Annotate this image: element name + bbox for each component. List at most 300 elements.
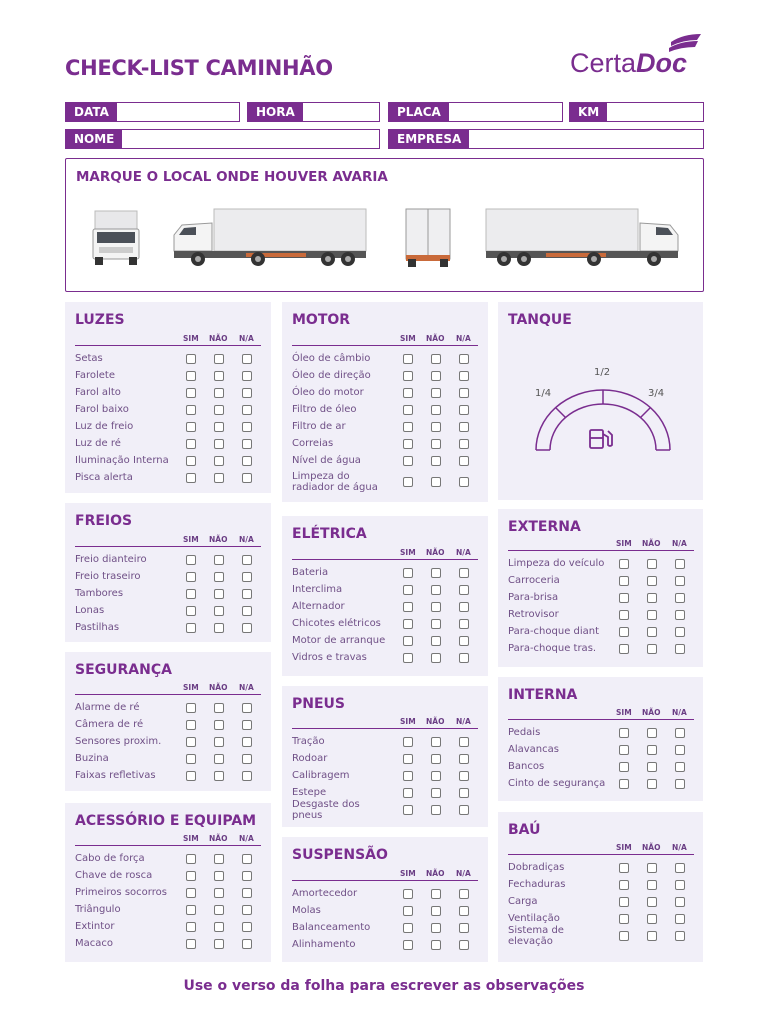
- hora-label: HORA: [248, 103, 303, 121]
- column-header-nao: NÃO: [426, 869, 445, 878]
- checklist-item-label: Estepe: [292, 787, 327, 798]
- checkbox-na[interactable]: [242, 871, 252, 881]
- checkbox-nao[interactable]: [214, 388, 224, 398]
- checkbox-nao[interactable]: [214, 473, 224, 483]
- checkbox-nao[interactable]: [647, 762, 657, 772]
- section-title: SEGURANÇA: [75, 662, 172, 678]
- checkbox-nao[interactable]: [647, 863, 657, 873]
- checkbox-na[interactable]: [459, 585, 469, 595]
- section-title: ACESSÓRIO E EQUIPAM: [75, 813, 257, 829]
- checkbox-sim[interactable]: [403, 439, 413, 449]
- checkbox-nao[interactable]: [214, 371, 224, 381]
- checkbox-nao[interactable]: [214, 405, 224, 415]
- checkbox-nao[interactable]: [431, 889, 441, 899]
- column-header-sim: SIM: [400, 334, 416, 343]
- column-header-na: N/A: [456, 334, 471, 343]
- column-header-nao: NÃO: [209, 683, 228, 692]
- checkbox-sim[interactable]: [619, 914, 629, 924]
- checklist-row: [75, 733, 175, 750]
- checklist-item-label: Freio dianteiro: [75, 554, 147, 565]
- checklist-row: [292, 564, 392, 581]
- checklist-item-label: Triângulo: [75, 904, 121, 915]
- checkbox-nao[interactable]: [431, 439, 441, 449]
- checkbox-na[interactable]: [459, 940, 469, 950]
- checkbox-na[interactable]: [459, 354, 469, 364]
- checkbox-sim[interactable]: [619, 863, 629, 873]
- checkbox-nao[interactable]: [214, 422, 224, 432]
- checkbox-sim[interactable]: [186, 939, 196, 949]
- checklist-row: [508, 724, 608, 741]
- checklist-item-label: Correias: [292, 438, 334, 449]
- column-header-na: N/A: [239, 334, 254, 343]
- checkbox-nao[interactable]: [214, 456, 224, 466]
- checkbox-sim[interactable]: [403, 456, 413, 466]
- checkbox-nao[interactable]: [214, 606, 224, 616]
- checkbox-na[interactable]: [242, 623, 252, 633]
- checkbox-sim[interactable]: [619, 762, 629, 772]
- checkbox-sim[interactable]: [186, 703, 196, 713]
- checkbox-nao[interactable]: [214, 737, 224, 747]
- fuel-mark-three-quarters: 3/4: [648, 388, 665, 399]
- checkbox-sim[interactable]: [619, 644, 629, 654]
- checkbox-sim[interactable]: [403, 889, 413, 899]
- checkbox-nao[interactable]: [647, 779, 657, 789]
- checkbox-na[interactable]: [459, 422, 469, 432]
- checklist-item-label: Filtro de óleo: [292, 404, 357, 415]
- checkbox-na[interactable]: [242, 922, 252, 932]
- checklist-row: [292, 350, 392, 367]
- checklist-item-label: Setas: [75, 353, 103, 364]
- checkbox-na[interactable]: [242, 771, 252, 781]
- checkbox-na[interactable]: [242, 754, 252, 764]
- section-title: LUZES: [75, 312, 125, 328]
- checkbox-nao[interactable]: [431, 585, 441, 595]
- checkbox-na[interactable]: [242, 939, 252, 949]
- data-input[interactable]: [117, 103, 239, 121]
- checkbox-na[interactable]: [242, 473, 252, 483]
- checkbox-na[interactable]: [675, 610, 685, 620]
- checkbox-sim[interactable]: [403, 737, 413, 747]
- checkbox-na[interactable]: [459, 771, 469, 781]
- checkbox-nao[interactable]: [647, 610, 657, 620]
- checkbox-nao[interactable]: [431, 653, 441, 663]
- hora-field[interactable]: [247, 102, 380, 122]
- checkbox-sim[interactable]: [403, 388, 413, 398]
- checkbox-nao[interactable]: [431, 906, 441, 916]
- section-title: TANQUE: [508, 312, 572, 328]
- km-field[interactable]: [569, 102, 704, 122]
- checkbox-sim[interactable]: [619, 779, 629, 789]
- checklist-row: [292, 452, 392, 469]
- checkbox-na[interactable]: [242, 439, 252, 449]
- section-title: EXTERNA: [508, 519, 581, 535]
- checklist-item-label: Limpeza do veículo: [508, 558, 605, 569]
- empresa-label: EMPRESA: [389, 130, 469, 148]
- checkbox-sim[interactable]: [186, 623, 196, 633]
- checkbox-na[interactable]: [459, 388, 469, 398]
- fuel-mark-half: 1/2: [594, 367, 611, 378]
- checkbox-nao[interactable]: [214, 939, 224, 949]
- checkbox-na[interactable]: [459, 788, 469, 798]
- section-seguranca: [65, 652, 271, 791]
- checkbox-sim[interactable]: [186, 737, 196, 747]
- checklist-item-label: Alternador: [292, 601, 345, 612]
- page-title: CHECK-LIST CAMINHÃO: [65, 56, 333, 80]
- checkbox-sim[interactable]: [619, 627, 629, 637]
- checkbox-nao[interactable]: [431, 371, 441, 381]
- checkbox-nao[interactable]: [431, 456, 441, 466]
- checkbox-nao[interactable]: [214, 572, 224, 582]
- divider: [508, 550, 694, 551]
- checkbox-na[interactable]: [242, 737, 252, 747]
- checkbox-nao[interactable]: [647, 593, 657, 603]
- checkbox-na[interactable]: [459, 405, 469, 415]
- checkbox-na[interactable]: [675, 644, 685, 654]
- checkbox-nao[interactable]: [431, 388, 441, 398]
- checkbox-na[interactable]: [675, 627, 685, 637]
- checklist-row: [75, 401, 175, 418]
- checklist-item-label: Macaco: [75, 938, 113, 949]
- checkbox-sim[interactable]: [403, 585, 413, 595]
- checklist-item-label: Motor de arranque: [292, 635, 386, 646]
- checkbox-sim[interactable]: [186, 589, 196, 599]
- checkbox-sim[interactable]: [619, 880, 629, 890]
- data-field[interactable]: [65, 102, 240, 122]
- checkbox-na[interactable]: [459, 805, 469, 815]
- checkbox-na[interactable]: [242, 555, 252, 565]
- checklist-row: [508, 775, 608, 792]
- checkbox-nao[interactable]: [214, 589, 224, 599]
- checkbox-nao[interactable]: [431, 940, 441, 950]
- column-header-nao: NÃO: [642, 708, 661, 717]
- checkbox-nao[interactable]: [214, 888, 224, 898]
- checkbox-nao[interactable]: [647, 931, 657, 941]
- checkbox-nao[interactable]: [214, 354, 224, 364]
- checkbox-na[interactable]: [242, 703, 252, 713]
- checklist-item-label: Fechaduras: [508, 879, 566, 890]
- checklist-row: [508, 572, 608, 589]
- checklist-row: [75, 716, 175, 733]
- checkbox-nao[interactable]: [214, 854, 224, 864]
- checkbox-sim[interactable]: [403, 805, 413, 815]
- section-suspensao: [282, 837, 488, 962]
- column-header-na: N/A: [239, 535, 254, 544]
- checkbox-nao[interactable]: [214, 555, 224, 565]
- checkbox-nao[interactable]: [431, 737, 441, 747]
- checklist-row: [75, 418, 175, 435]
- checkbox-sim[interactable]: [186, 456, 196, 466]
- data-label: DATA: [66, 103, 117, 121]
- checkbox-sim[interactable]: [403, 653, 413, 663]
- checkbox-nao[interactable]: [431, 788, 441, 798]
- checkbox-sim[interactable]: [403, 354, 413, 364]
- checklist-row: [75, 901, 175, 918]
- checklist-row: [292, 750, 392, 767]
- checkbox-sim[interactable]: [186, 854, 196, 864]
- checkbox-sim[interactable]: [186, 771, 196, 781]
- checkbox-nao[interactable]: [431, 636, 441, 646]
- checkbox-na[interactable]: [242, 888, 252, 898]
- column-header-na: N/A: [672, 708, 687, 717]
- divider: [508, 854, 694, 855]
- km-input[interactable]: [607, 103, 703, 121]
- column-header-sim: SIM: [400, 717, 416, 726]
- checkbox-nao[interactable]: [431, 923, 441, 933]
- checklist-item-label: Para-choque tras.: [508, 643, 597, 654]
- checkbox-sim[interactable]: [403, 568, 413, 578]
- checkbox-sim[interactable]: [186, 720, 196, 730]
- checklist-item-label: Primeiros socorros: [75, 887, 167, 898]
- checkbox-nao[interactable]: [214, 905, 224, 915]
- fuel-gauge[interactable]: [528, 382, 678, 457]
- checkbox-na[interactable]: [459, 889, 469, 899]
- checkbox-na[interactable]: [675, 863, 685, 873]
- checkbox-na[interactable]: [242, 572, 252, 582]
- checkbox-sim[interactable]: [403, 371, 413, 381]
- checkbox-na[interactable]: [242, 854, 252, 864]
- column-header-sim: SIM: [400, 869, 416, 878]
- checkbox-sim[interactable]: [619, 897, 629, 907]
- checkbox-nao[interactable]: [431, 568, 441, 578]
- checkbox-sim[interactable]: [186, 439, 196, 449]
- checkbox-na[interactable]: [459, 439, 469, 449]
- checkbox-sim[interactable]: [186, 572, 196, 582]
- checkbox-nao[interactable]: [214, 922, 224, 932]
- checklist-item-label: Bancos: [508, 761, 545, 772]
- checklist-item-label: Alinhamento: [292, 939, 356, 950]
- checkbox-na[interactable]: [459, 906, 469, 916]
- checkbox-sim[interactable]: [186, 871, 196, 881]
- checklist-item-label: Ventilação: [508, 913, 560, 924]
- checkbox-nao[interactable]: [214, 623, 224, 633]
- checkbox-na[interactable]: [459, 754, 469, 764]
- checkbox-na[interactable]: [242, 354, 252, 364]
- placa-field[interactable]: [388, 102, 563, 122]
- checkbox-sim[interactable]: [619, 745, 629, 755]
- checklist-row: [292, 649, 392, 666]
- checkbox-nao[interactable]: [647, 576, 657, 586]
- checkbox-sim[interactable]: [619, 576, 629, 586]
- truck-front-view-icon: [93, 211, 139, 265]
- checklist-row: [75, 619, 175, 636]
- section-pneus: [282, 686, 488, 827]
- checklist-row: [508, 924, 608, 947]
- checklist-row: [292, 581, 392, 598]
- checkbox-sim[interactable]: [403, 602, 413, 612]
- checkbox-sim[interactable]: [186, 473, 196, 483]
- section-title: INTERNA: [508, 687, 578, 703]
- checkbox-sim[interactable]: [619, 610, 629, 620]
- section-title: SUSPENSÃO: [292, 847, 388, 863]
- checkbox-sim[interactable]: [403, 636, 413, 646]
- checkbox-nao[interactable]: [647, 559, 657, 569]
- checkbox-nao[interactable]: [214, 439, 224, 449]
- checklist-item-label: Sistema de elevação: [508, 924, 564, 947]
- section-title: ELÉTRICA: [292, 526, 367, 542]
- hora-input[interactable]: [303, 103, 379, 121]
- checkbox-nao[interactable]: [214, 754, 224, 764]
- column-header-na: N/A: [672, 539, 687, 548]
- placa-input[interactable]: [449, 103, 562, 121]
- checkbox-na[interactable]: [242, 606, 252, 616]
- checklist-row: [75, 469, 175, 486]
- checkbox-na[interactable]: [242, 405, 252, 415]
- checkbox-nao[interactable]: [431, 422, 441, 432]
- truck-left-side-icon: [174, 209, 366, 266]
- column-header-nao: NÃO: [426, 717, 445, 726]
- column-header-na: N/A: [672, 843, 687, 852]
- checkbox-na[interactable]: [459, 371, 469, 381]
- checkbox-nao[interactable]: [431, 354, 441, 364]
- checkbox-na[interactable]: [675, 897, 685, 907]
- km-label: KM: [570, 103, 607, 121]
- checklist-item-label: Câmera de ré: [75, 719, 144, 730]
- checkbox-na[interactable]: [675, 880, 685, 890]
- column-header-sim: SIM: [183, 683, 199, 692]
- checkbox-na[interactable]: [675, 745, 685, 755]
- checkbox-sim[interactable]: [186, 371, 196, 381]
- checklist-row: [508, 589, 608, 606]
- checkbox-nao[interactable]: [647, 627, 657, 637]
- section-eletrica: [282, 516, 488, 676]
- checkbox-sim[interactable]: [619, 559, 629, 569]
- checkbox-na[interactable]: [459, 737, 469, 747]
- empresa-field[interactable]: [388, 129, 704, 149]
- section-title: FREIOS: [75, 513, 133, 529]
- checkbox-na[interactable]: [242, 589, 252, 599]
- checklist-row: [75, 935, 175, 952]
- checkbox-sim[interactable]: [186, 422, 196, 432]
- checklist-item-label: Rodoar: [292, 753, 328, 764]
- damage-title: MARQUE O LOCAL ONDE HOUVER AVARIA: [76, 169, 388, 185]
- checkbox-nao[interactable]: [214, 871, 224, 881]
- checklist-row: [292, 902, 392, 919]
- checkbox-nao[interactable]: [431, 771, 441, 781]
- checkbox-sim[interactable]: [403, 771, 413, 781]
- checkbox-na[interactable]: [459, 568, 469, 578]
- checkbox-nao[interactable]: [431, 602, 441, 612]
- checkbox-nao[interactable]: [647, 745, 657, 755]
- checkbox-na[interactable]: [242, 720, 252, 730]
- nome-input[interactable]: [122, 130, 379, 148]
- checklist-row: [508, 606, 608, 623]
- checkbox-sim[interactable]: [619, 593, 629, 603]
- checkbox-sim[interactable]: [186, 888, 196, 898]
- checkbox-na[interactable]: [242, 388, 252, 398]
- checklist-row: [508, 758, 608, 775]
- checkbox-sim[interactable]: [403, 754, 413, 764]
- column-header-sim: SIM: [400, 548, 416, 557]
- checkbox-sim[interactable]: [619, 931, 629, 941]
- checkbox-nao[interactable]: [647, 728, 657, 738]
- checklist-row: [508, 859, 608, 876]
- checkbox-nao[interactable]: [214, 703, 224, 713]
- checkbox-na[interactable]: [675, 931, 685, 941]
- checkbox-sim[interactable]: [186, 922, 196, 932]
- section-motor: [282, 302, 488, 502]
- checkbox-nao[interactable]: [647, 644, 657, 654]
- checkbox-na[interactable]: [675, 762, 685, 772]
- column-header-na: N/A: [456, 869, 471, 878]
- checklist-row: [292, 435, 392, 452]
- checkbox-nao[interactable]: [214, 771, 224, 781]
- checkbox-nao[interactable]: [431, 477, 441, 487]
- checkbox-na[interactable]: [459, 653, 469, 663]
- checkbox-na[interactable]: [242, 371, 252, 381]
- checkbox-nao[interactable]: [214, 720, 224, 730]
- column-header-nao: NÃO: [426, 548, 445, 557]
- checkbox-sim[interactable]: [403, 422, 413, 432]
- checkbox-sim[interactable]: [403, 405, 413, 415]
- checkbox-sim[interactable]: [186, 606, 196, 616]
- checkbox-na[interactable]: [242, 456, 252, 466]
- checkbox-na[interactable]: [675, 559, 685, 569]
- checklist-item-label: Freio traseiro: [75, 571, 141, 582]
- checkbox-nao[interactable]: [431, 805, 441, 815]
- checklist-row: [508, 555, 608, 572]
- checklist-item-label: Pedais: [508, 727, 541, 738]
- checkbox-na[interactable]: [675, 576, 685, 586]
- checkbox-nao[interactable]: [431, 619, 441, 629]
- checkbox-sim[interactable]: [186, 405, 196, 415]
- checkbox-sim[interactable]: [186, 754, 196, 764]
- checklist-row: [75, 867, 175, 884]
- checkbox-na[interactable]: [459, 456, 469, 466]
- checkbox-na[interactable]: [459, 636, 469, 646]
- checklist-row: [75, 767, 175, 784]
- checkbox-na[interactable]: [675, 779, 685, 789]
- checklist-item-label: Óleo do motor: [292, 387, 364, 398]
- checkbox-nao[interactable]: [647, 897, 657, 907]
- checkbox-sim[interactable]: [619, 728, 629, 738]
- checkbox-na[interactable]: [459, 477, 469, 487]
- checkbox-na[interactable]: [242, 905, 252, 915]
- divider: [75, 694, 261, 695]
- section-acessorio: [65, 803, 271, 962]
- checkbox-nao[interactable]: [647, 914, 657, 924]
- logo-text-doc: Doc: [636, 48, 688, 78]
- checkbox-sim[interactable]: [186, 905, 196, 915]
- checkbox-na[interactable]: [675, 728, 685, 738]
- checkbox-sim[interactable]: [403, 923, 413, 933]
- checkbox-nao[interactable]: [647, 880, 657, 890]
- checkbox-sim[interactable]: [403, 906, 413, 916]
- checkbox-sim[interactable]: [186, 555, 196, 565]
- checkbox-sim[interactable]: [186, 388, 196, 398]
- checkbox-sim[interactable]: [403, 619, 413, 629]
- checklist-item-label: Buzina: [75, 753, 109, 764]
- checkbox-sim[interactable]: [186, 354, 196, 364]
- checkbox-na[interactable]: [459, 619, 469, 629]
- checklist-item-label: Chicotes elétricos: [292, 618, 381, 629]
- checkbox-na[interactable]: [459, 923, 469, 933]
- checkbox-sim[interactable]: [403, 788, 413, 798]
- checkbox-na[interactable]: [675, 593, 685, 603]
- checkbox-nao[interactable]: [431, 405, 441, 415]
- checklist-item-label: Cinto de segurança: [508, 778, 606, 789]
- checkbox-na[interactable]: [459, 602, 469, 612]
- checkbox-na[interactable]: [675, 914, 685, 924]
- nome-field[interactable]: [65, 129, 380, 149]
- empresa-input[interactable]: [469, 130, 703, 148]
- checkbox-sim[interactable]: [403, 477, 413, 487]
- checkbox-nao[interactable]: [431, 754, 441, 764]
- checkbox-sim[interactable]: [403, 940, 413, 950]
- truck-diagram[interactable]: [66, 199, 702, 279]
- checklist-item-label: Tambores: [75, 588, 124, 599]
- checkbox-na[interactable]: [242, 422, 252, 432]
- checklist-row: [292, 798, 392, 821]
